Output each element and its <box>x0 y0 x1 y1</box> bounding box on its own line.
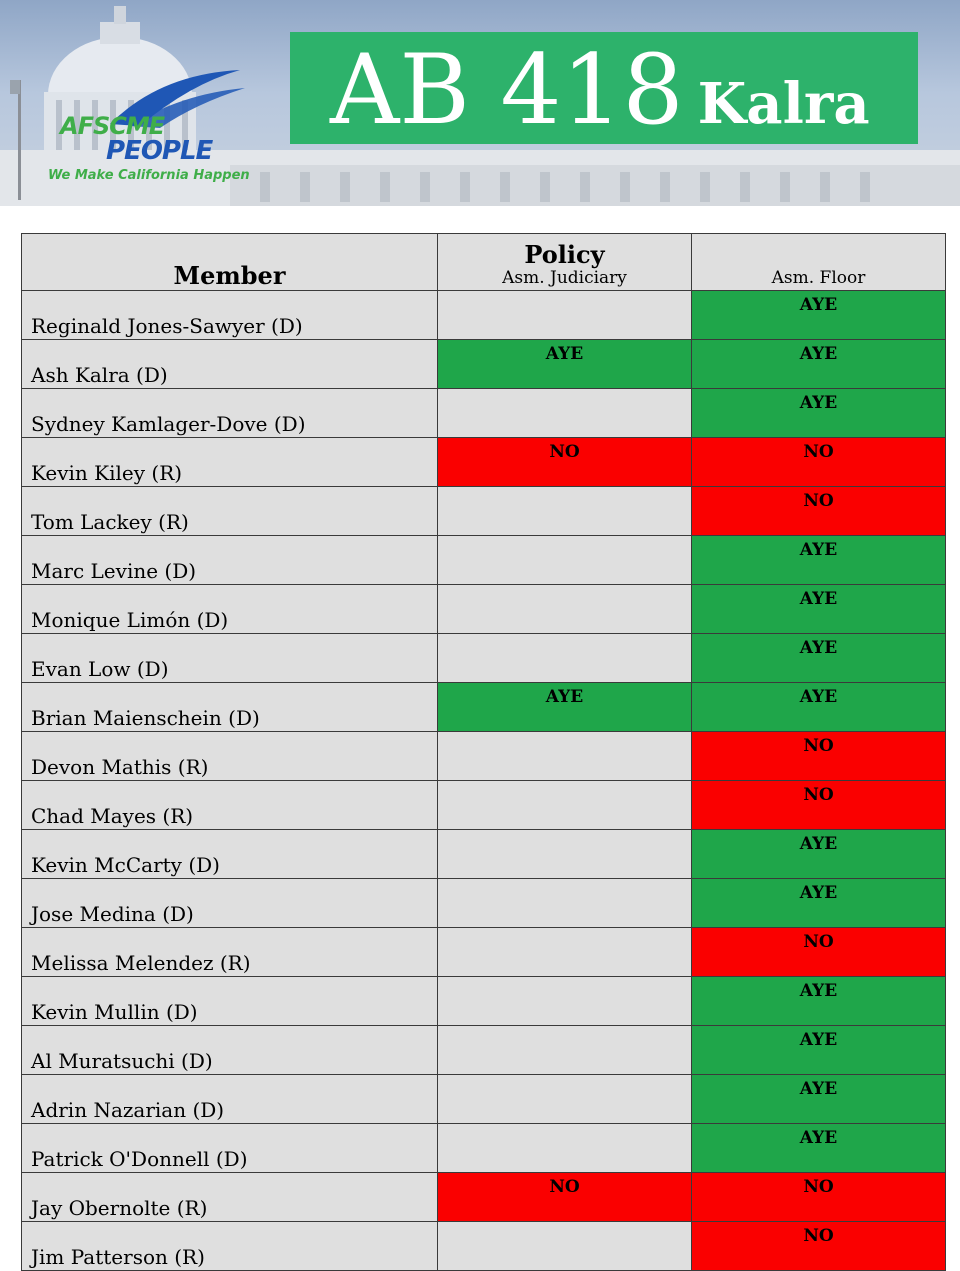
table-row <box>22 928 946 977</box>
floor-vote: AYE <box>692 389 946 438</box>
member-name: Devon Mathis (R) <box>22 732 438 781</box>
floor-vote: NO <box>692 438 946 487</box>
table-row <box>22 1222 946 1271</box>
member-name: Kevin McCarty (D) <box>22 830 438 879</box>
floor-vote: AYE <box>692 683 946 732</box>
table-row <box>22 781 946 830</box>
policy-vote: NO <box>438 438 692 487</box>
member-name: Evan Low (D) <box>22 634 438 683</box>
header-policy-title: Policy <box>524 240 605 269</box>
member-name: Sydney Kamlager-Dove (D) <box>22 389 438 438</box>
member-name: Jim Patterson (R) <box>22 1222 438 1271</box>
member-name: Jay Obernolte (R) <box>22 1173 438 1222</box>
header-floor <box>692 234 946 291</box>
policy-vote <box>438 389 692 438</box>
policy-vote <box>438 1124 692 1173</box>
floor-vote: AYE <box>692 879 946 928</box>
table-row <box>22 389 946 438</box>
vote-table-body <box>22 291 946 1271</box>
floor-vote: NO <box>692 487 946 536</box>
table-row <box>22 1173 946 1222</box>
policy-vote <box>438 291 692 340</box>
table-row <box>22 1075 946 1124</box>
policy-vote <box>438 879 692 928</box>
table-row <box>22 291 946 340</box>
floor-vote: AYE <box>692 1075 946 1124</box>
table-row <box>22 585 946 634</box>
floor-vote: AYE <box>692 1026 946 1075</box>
policy-vote <box>438 1075 692 1124</box>
floor-vote: NO <box>692 928 946 977</box>
table-row <box>22 830 946 879</box>
floor-vote: AYE <box>692 585 946 634</box>
floor-vote: AYE <box>692 1124 946 1173</box>
vote-table <box>21 233 946 1271</box>
floor-vote: AYE <box>692 977 946 1026</box>
floor-vote: AYE <box>692 830 946 879</box>
floor-vote: AYE <box>692 340 946 389</box>
logo-afscme-text: AFSCME <box>60 112 165 140</box>
member-name: Chad Mayes (R) <box>22 781 438 830</box>
table-header-row <box>22 234 946 291</box>
policy-vote <box>438 781 692 830</box>
floor-vote: AYE <box>692 634 946 683</box>
member-name: Reginald Jones-Sawyer (D) <box>22 291 438 340</box>
policy-vote: AYE <box>438 340 692 389</box>
afscme-people-logo <box>40 62 280 192</box>
floor-vote: NO <box>692 1222 946 1271</box>
bill-number: AB 418 <box>330 34 684 146</box>
table-row <box>22 340 946 389</box>
member-name: Kevin Kiley (R) <box>22 438 438 487</box>
policy-vote <box>438 1222 692 1271</box>
member-name: Brian Maienschein (D) <box>22 683 438 732</box>
member-name: Patrick O'Donnell (D) <box>22 1124 438 1173</box>
policy-vote <box>438 732 692 781</box>
policy-vote: AYE <box>438 683 692 732</box>
policy-vote <box>438 928 692 977</box>
header-banner <box>0 0 960 206</box>
bill-title-box <box>290 32 918 144</box>
floor-vote: NO <box>692 1173 946 1222</box>
bill-title <box>330 34 870 154</box>
policy-vote <box>438 830 692 879</box>
policy-vote <box>438 1026 692 1075</box>
policy-vote <box>438 487 692 536</box>
table-row <box>22 487 946 536</box>
table-row <box>22 683 946 732</box>
member-name: Al Muratsuchi (D) <box>22 1026 438 1075</box>
header-member: Member <box>22 234 438 291</box>
header-policy-committee: Asm. Judiciary <box>502 268 627 288</box>
member-name: Jose Medina (D) <box>22 879 438 928</box>
member-name: Ash Kalra (D) <box>22 340 438 389</box>
member-name: Monique Limón (D) <box>22 585 438 634</box>
header-floor-label: Asm. Floor <box>771 268 866 288</box>
table-row <box>22 536 946 585</box>
policy-vote <box>438 585 692 634</box>
policy-vote <box>438 634 692 683</box>
policy-vote <box>438 536 692 585</box>
header-policy <box>438 234 692 291</box>
policy-vote: NO <box>438 1173 692 1222</box>
table-row <box>22 1124 946 1173</box>
member-name: Marc Levine (D) <box>22 536 438 585</box>
member-name: Melissa Melendez (R) <box>22 928 438 977</box>
member-name: Tom Lackey (R) <box>22 487 438 536</box>
table-row <box>22 1026 946 1075</box>
table-row <box>22 732 946 781</box>
floor-vote: NO <box>692 781 946 830</box>
member-name: Kevin Mullin (D) <box>22 977 438 1026</box>
logo-tagline: We Make California Happen <box>48 168 250 183</box>
logo-people-text: PEOPLE <box>106 136 213 166</box>
member-name: Adrin Nazarian (D) <box>22 1075 438 1124</box>
floor-vote: AYE <box>692 536 946 585</box>
table-row <box>22 977 946 1026</box>
bill-author: Kalra <box>697 71 870 137</box>
table-row <box>22 879 946 928</box>
table-row <box>22 438 946 487</box>
floor-vote: NO <box>692 732 946 781</box>
policy-vote <box>438 977 692 1026</box>
floor-vote: AYE <box>692 291 946 340</box>
table-row <box>22 634 946 683</box>
